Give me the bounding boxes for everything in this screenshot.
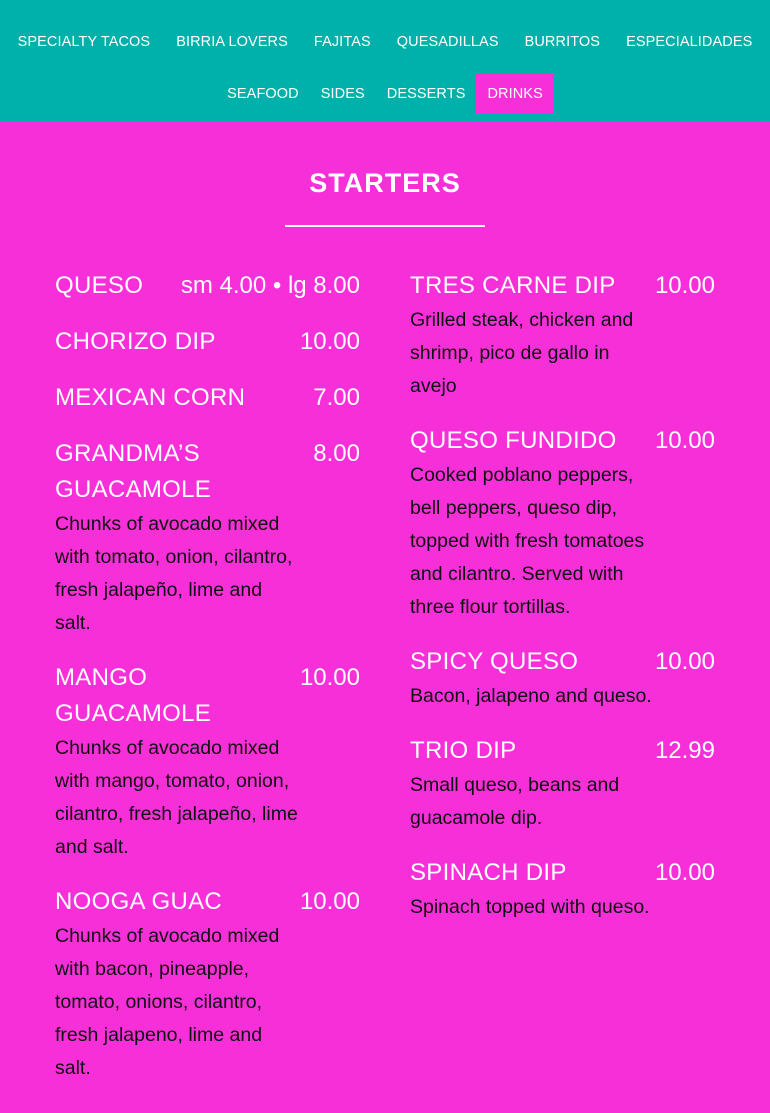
nav-row-1 [0, 22, 770, 62]
menu-item-mango-guacamole [55, 660, 360, 864]
item-name: SPICY QUESO [410, 648, 579, 675]
item-description: Cooked poblano peppers, bell peppers, queso dip, topped with fresh tomatoes and cilantro. Served with three flour tortillas. [410, 464, 645, 618]
item-description: Chunks of avocado mixed with tomato, onion, cilantro, fresh jalapeño, lime and salt. [55, 513, 293, 634]
item-name: TRES CARNE DIP [410, 272, 616, 299]
menu-item-spicy-queso [410, 644, 715, 713]
item-name: CHORIZO DIP [55, 328, 216, 355]
nav-link-specialty-tacos[interactable]: SPECIALTY TACOS [17, 34, 151, 50]
menu-item-queso [55, 268, 360, 304]
item-price: 12.99 [654, 737, 715, 764]
top-navigation [0, 0, 770, 121]
menu-column-right [410, 268, 715, 944]
nav-row-2 [0, 74, 770, 114]
menu-column-left [55, 268, 360, 1105]
menu-item-tres-carne-dip [410, 268, 715, 403]
nav-link-seafood[interactable]: SEAFOOD [227, 86, 299, 102]
item-description: Grilled steak, chicken and shrimp, pico de gallo in avejo [410, 309, 634, 397]
item-description: Bacon, jalapeno and queso. [410, 685, 652, 707]
nav-link-especialidades[interactable]: ESPECIALIDADES [626, 34, 753, 50]
item-price: 10.00 [299, 328, 360, 355]
item-description: Spinach topped with queso. [410, 896, 650, 918]
menu-item-spinach-dip [410, 855, 715, 924]
nav-link-drinks[interactable]: DRINKS [476, 74, 553, 114]
item-name: QUESO FUNDIDO [410, 427, 617, 454]
menu-item-grandmas-guacamole [55, 436, 360, 640]
item-name: QUESO [55, 272, 144, 299]
item-price: 10.00 [654, 648, 715, 675]
menu-item-mexican-corn [55, 380, 360, 416]
item-price: sm 4.00 • lg 8.00 [180, 272, 360, 299]
item-name: TRIO DIP [410, 737, 517, 764]
menu-item-nooga-guac [55, 884, 360, 1085]
menu-item-chorizo-dip [55, 324, 360, 360]
nav-link-desserts[interactable]: DESSERTS [386, 86, 466, 102]
nav-link-burritos[interactable]: BURRITOS [524, 34, 601, 50]
item-description: Chunks of avocado mixed with mango, tomato, onion, cilantro, fresh jalapeño, lime and salt. [55, 737, 298, 858]
nav-link-birria-lovers[interactable]: BIRRIA LOVERS [176, 34, 288, 50]
item-name: MEXICAN CORN [55, 384, 246, 411]
item-price: 10.00 [299, 888, 360, 915]
item-description: Small queso, beans and guacamole dip. [410, 774, 620, 829]
nav-link-quesadillas[interactable]: QUESADILLAS [396, 34, 499, 50]
item-description: Chunks of avocado mixed with bacon, pineapple, tomato, onions, cilantro, fresh jalapeno, lime and salt. [55, 925, 280, 1079]
menu-item-queso-fundido [410, 423, 715, 624]
item-price: 10.00 [654, 859, 715, 886]
item-price: 10.00 [654, 427, 715, 454]
item-name: MANGO GUACAMOLE [55, 664, 212, 727]
item-name: NOOGA GUAC [55, 888, 223, 915]
item-price: 7.00 [313, 384, 360, 411]
section-title: STARTERS [309, 168, 461, 198]
item-price: 10.00 [654, 272, 715, 299]
item-name: GRANDMA’S GUACAMOLE [55, 440, 212, 503]
item-price: 8.00 [313, 440, 360, 467]
item-price: 10.00 [299, 664, 360, 691]
nav-link-sides[interactable]: SIDES [320, 86, 365, 102]
menu-item-trio-dip [410, 733, 715, 835]
section-divider [285, 225, 485, 227]
item-name: SPINACH DIP [410, 859, 567, 886]
nav-link-fajitas[interactable]: FAJITAS [313, 34, 371, 50]
